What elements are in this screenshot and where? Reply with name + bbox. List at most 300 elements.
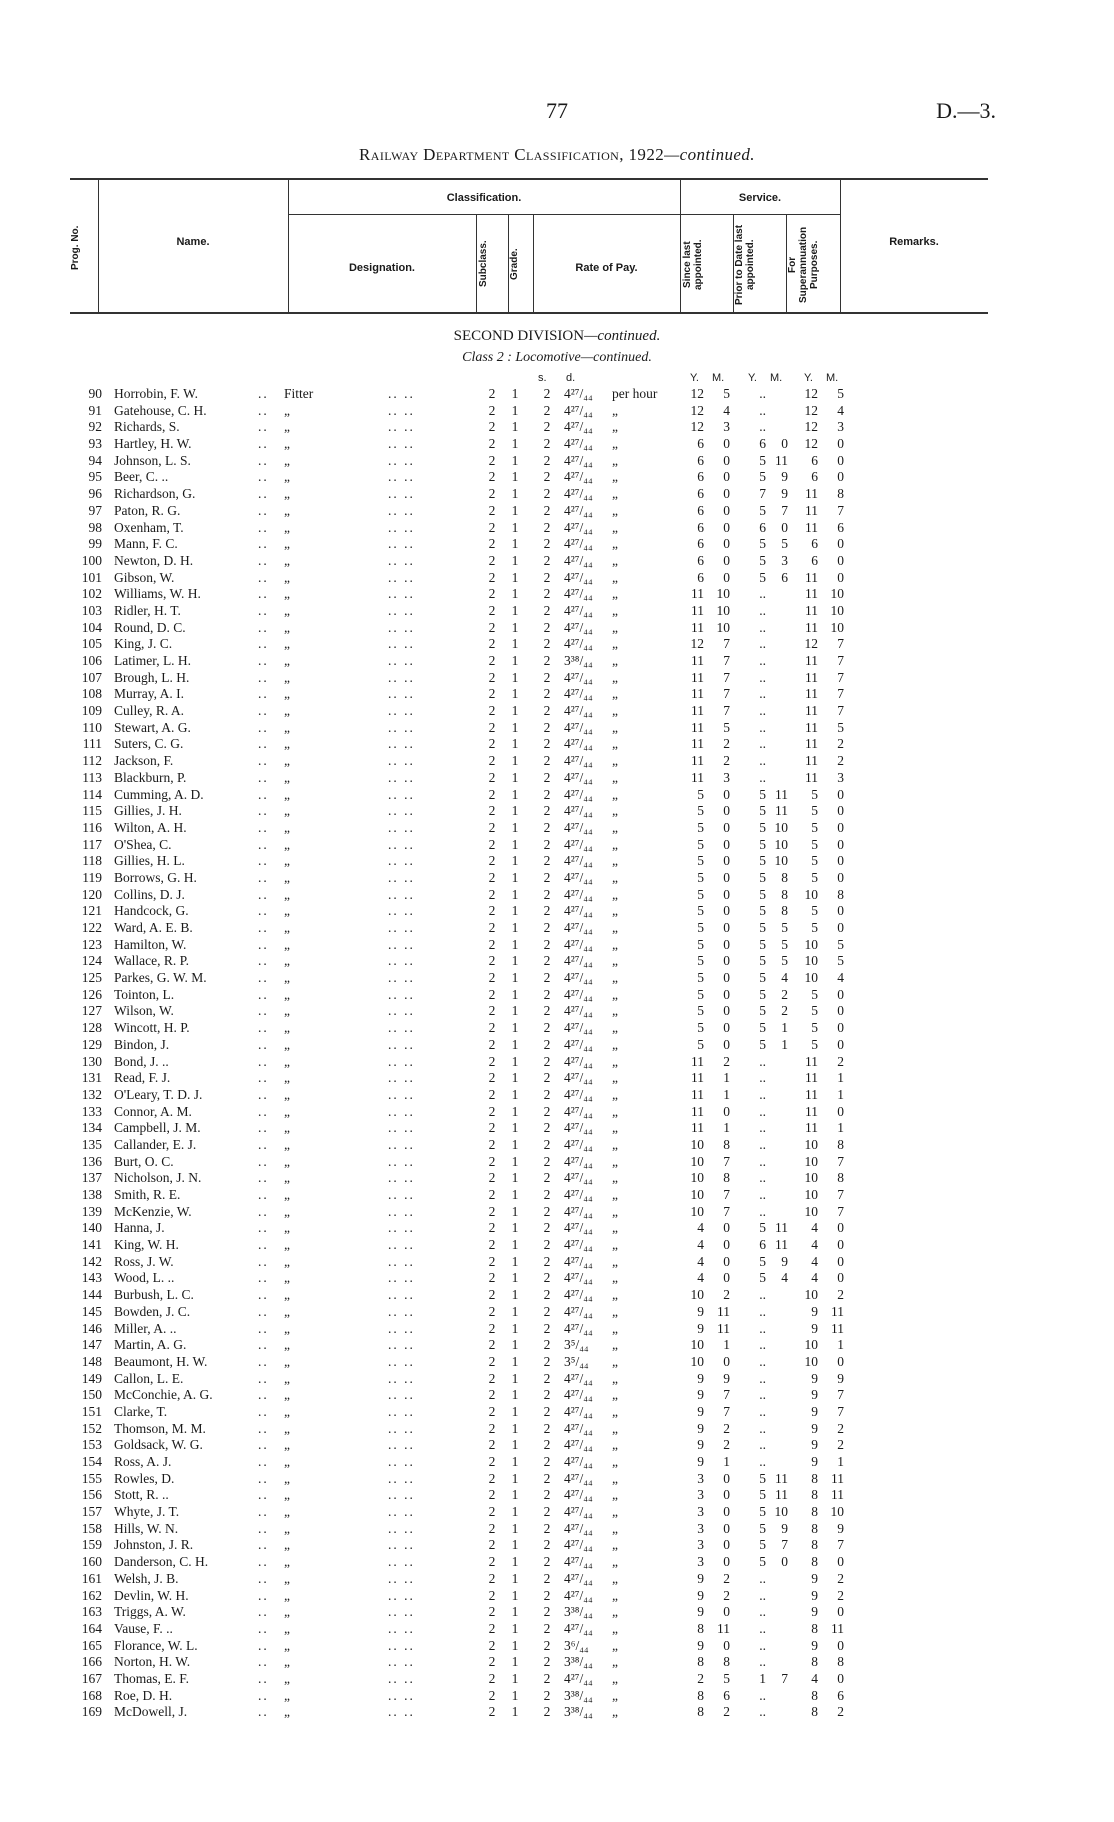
leader-dots: .. ..	[388, 686, 415, 702]
leader-dots: ..	[258, 836, 269, 852]
cell-prior-months: 8	[781, 869, 788, 885]
cell-prog-no: 120	[81, 886, 102, 902]
cell-pay-shillings: 2	[543, 1337, 551, 1353]
cell-since-years: 5	[697, 886, 704, 902]
cell-pay-pence: 3⁵/₄₄	[564, 1353, 589, 1369]
cell-pay-pence: 4²⁷/₄₄	[564, 753, 593, 769]
cell-since-months: 0	[723, 886, 730, 902]
cell-since-months: 7	[723, 686, 730, 702]
cell-since-years: 9	[697, 1437, 704, 1453]
cell-designation: „	[284, 1036, 290, 1052]
cell-super-years: 11	[805, 569, 818, 585]
leader-dots: ..	[258, 786, 269, 802]
cell-pay-shillings: 2	[543, 1403, 551, 1419]
cell-prog-no: 111	[82, 736, 102, 752]
cell-designation: „	[284, 1437, 290, 1453]
cell-since-years: 10	[690, 1136, 704, 1152]
table-row	[0, 1387, 1114, 1404]
cell-designation: „	[284, 1270, 290, 1286]
cell-designation: „	[284, 819, 290, 835]
cell-grade: 1	[511, 436, 519, 452]
cell-since-months: 2	[723, 1287, 730, 1303]
cell-prior-years: 5	[759, 1036, 766, 1052]
leader-dots: .. ..	[388, 819, 415, 835]
cell-prior-years: ..	[759, 1187, 766, 1202]
cell-prior-months: 2	[781, 1003, 788, 1019]
cell-subclass: 2	[488, 703, 496, 719]
table-row	[0, 1688, 1114, 1705]
cell-super-years: 8	[811, 1554, 818, 1570]
cell-name: Burt, O. C.	[114, 1153, 174, 1169]
cell-designation: „	[284, 936, 290, 952]
leader-dots: .. ..	[388, 602, 415, 618]
cell-pay-period: „	[612, 736, 618, 752]
cell-pay-pence: 4²⁷/₄₄	[564, 419, 593, 435]
cell-super-years: 10	[804, 1203, 818, 1219]
table-row	[0, 837, 1114, 854]
leader-dots: .. ..	[388, 1120, 415, 1136]
cell-prog-no: 132	[81, 1086, 102, 1102]
header-grade: Grade.	[509, 248, 520, 280]
cell-pay-period: „	[612, 1620, 618, 1636]
cell-pay-shillings: 2	[543, 686, 551, 702]
cell-subclass: 2	[488, 1520, 496, 1536]
leader-dots: ..	[258, 1320, 269, 1336]
cell-prior-years: ..	[759, 619, 766, 635]
cell-pay-shillings: 2	[543, 769, 551, 785]
cell-pay-period: „	[612, 1420, 618, 1436]
cell-pay-period: „	[612, 619, 618, 635]
cell-name: Gibson, W.	[114, 569, 175, 585]
cell-since-months: 2	[723, 1420, 730, 1436]
cell-super-years: 11	[805, 519, 818, 535]
cell-pay-shillings: 2	[543, 736, 551, 752]
cell-super-years: 5	[811, 853, 818, 869]
cell-super-months: 2	[837, 1587, 844, 1603]
leader-dots: ..	[258, 953, 269, 969]
leader-dots: .. ..	[388, 886, 415, 902]
cell-pay-period: „	[612, 1554, 618, 1570]
cell-super-years: 6	[811, 469, 818, 485]
cell-prog-no: 141	[81, 1237, 102, 1253]
leader-dots: .. ..	[388, 736, 415, 752]
cell-subclass: 2	[488, 1220, 496, 1236]
cell-pay-period: „	[612, 1504, 618, 1520]
cell-super-years: 11	[805, 703, 818, 719]
cell-pay-pence: 4²⁷/₄₄	[564, 452, 593, 468]
cell-since-years: 11	[691, 1120, 704, 1136]
cell-pay-period: „	[612, 1387, 618, 1403]
table-row	[0, 903, 1114, 920]
cell-pay-pence: 4²⁷/₄₄	[564, 1220, 593, 1236]
header-for-super: For Superannuation Purposes.	[787, 226, 820, 304]
cell-prog-no: 104	[81, 619, 102, 635]
cell-since-months: 0	[723, 519, 730, 535]
cell-super-years: 11	[805, 719, 818, 735]
cell-since-years: 4	[697, 1270, 704, 1286]
cell-pay-period: „	[612, 402, 618, 418]
cell-name: Vause, F. ..	[114, 1620, 173, 1636]
cell-designation: „	[284, 886, 290, 902]
cell-grade: 1	[511, 803, 519, 819]
cell-name: Ross, J. W.	[114, 1253, 174, 1269]
leader-dots: ..	[258, 1036, 269, 1052]
cell-pay-pence: 4²⁷/₄₄	[564, 602, 593, 618]
cell-subclass: 2	[488, 736, 496, 752]
cell-super-years: 9	[811, 1604, 818, 1620]
cell-designation: „	[284, 636, 290, 652]
cell-pay-period: „	[612, 1320, 618, 1336]
page-number: 77	[546, 98, 568, 123]
cell-pay-shillings: 2	[543, 419, 551, 435]
cell-pay-shillings: 2	[543, 1003, 551, 1019]
cell-prior-months: 0	[781, 1554, 788, 1570]
leader-dots: .. ..	[388, 1670, 415, 1686]
cell-pay-period: „	[612, 502, 618, 518]
cell-pay-shillings: 2	[543, 1020, 551, 1036]
cell-pay-period: „	[612, 436, 618, 452]
cell-since-years: 5	[697, 869, 704, 885]
cell-pay-pence: 4²⁷/₄₄	[564, 1303, 593, 1319]
cell-super-years: 5	[811, 1003, 818, 1019]
cell-prog-no: 114	[82, 786, 102, 802]
cell-grade: 1	[511, 736, 519, 752]
cell-prog-no: 117	[82, 836, 102, 852]
cell-prog-no: 151	[81, 1403, 102, 1419]
cell-super-years: 5	[811, 803, 818, 819]
cell-designation: „	[284, 1353, 290, 1369]
cell-designation: „	[284, 1604, 290, 1620]
cell-prior-years: ..	[759, 419, 766, 435]
section-heading	[0, 328, 1114, 345]
cell-super-years: 8	[811, 1687, 818, 1703]
leader-dots: .. ..	[388, 986, 415, 1002]
cell-super-years: 10	[804, 970, 818, 986]
cell-designation: „	[284, 619, 290, 635]
cell-designation: „	[284, 552, 290, 568]
cell-pay-period: „	[612, 1120, 618, 1136]
cell-super-months: 1	[837, 1086, 844, 1102]
cell-super-years: 8	[811, 1654, 818, 1670]
cell-pay-period: „	[612, 686, 618, 702]
cell-pay-pence: 4²⁷/₄₄	[564, 386, 593, 401]
cell-name: Wallace, R. P.	[114, 953, 190, 969]
cell-since-years: 10	[690, 1287, 704, 1303]
cell-super-years: 8	[811, 1487, 818, 1503]
cell-name: Hamilton, W.	[114, 936, 187, 952]
cell-prog-no: 155	[81, 1470, 102, 1486]
cell-subclass: 2	[488, 1237, 496, 1253]
cell-since-months: 5	[723, 1670, 730, 1686]
cell-prior-years: ..	[759, 1454, 766, 1469]
cell-subclass: 2	[488, 819, 496, 835]
table-row	[0, 469, 1114, 486]
cell-pay-period: „	[612, 836, 618, 852]
cell-prog-no: 143	[81, 1270, 102, 1286]
cell-designation: „	[284, 1020, 290, 1036]
cell-prog-no: 97	[88, 502, 102, 518]
cell-pay-pence: 4²⁷/₄₄	[564, 402, 593, 418]
cell-name: Connor, A. M.	[114, 1103, 192, 1119]
cell-since-months: 0	[723, 1537, 730, 1553]
cell-subclass: 2	[488, 1470, 496, 1486]
cell-prog-no: 131	[81, 1070, 102, 1086]
cell-since-months: 7	[723, 669, 730, 685]
cell-grade: 1	[511, 519, 519, 535]
cell-pay-period: „	[612, 1070, 618, 1086]
cell-pay-shillings: 2	[543, 1620, 551, 1636]
leader-dots: .. ..	[388, 1320, 415, 1336]
table-row	[0, 887, 1114, 904]
cell-name: Burbush, L. C.	[114, 1287, 194, 1303]
leader-dots: ..	[258, 1620, 269, 1636]
cell-prior-years: 5	[759, 920, 766, 935]
cell-grade: 1	[511, 1136, 519, 1152]
cell-subclass: 2	[488, 1654, 496, 1670]
cell-prior-years: 5	[759, 786, 766, 802]
cell-super-years: 11	[805, 1070, 818, 1086]
cell-pay-period: „	[612, 703, 618, 719]
cell-name: Brough, L. H.	[114, 669, 190, 685]
cell-pay-period: „	[612, 1303, 618, 1319]
cell-subclass: 2	[488, 803, 496, 819]
cell-super-months: 0	[837, 569, 844, 585]
cell-subclass: 2	[488, 1637, 496, 1653]
cell-designation: „	[284, 803, 290, 819]
leader-dots: .. ..	[388, 869, 415, 885]
cell-pay-period: „	[612, 1103, 618, 1119]
cell-subclass: 2	[488, 836, 496, 852]
cell-subclass: 2	[488, 1570, 496, 1586]
cell-since-years: 3	[697, 1554, 704, 1570]
cell-pay-period: „	[612, 1670, 618, 1686]
leader-dots: .. ..	[388, 1504, 415, 1520]
cell-pay-shillings: 2	[543, 1070, 551, 1086]
cell-prog-no: 156	[81, 1487, 102, 1503]
table-row	[0, 1704, 1114, 1721]
cell-grade: 1	[511, 1203, 519, 1219]
cell-pay-period: „	[612, 1470, 618, 1486]
cell-name: Johnson, L. S.	[114, 452, 191, 468]
cell-grade: 1	[511, 869, 519, 885]
cell-designation: „	[284, 519, 290, 535]
cell-pay-period: „	[612, 1370, 618, 1386]
leader-dots: .. ..	[388, 1070, 415, 1086]
cell-prog-no: 157	[81, 1504, 102, 1520]
cell-grade: 1	[511, 719, 519, 735]
table-row	[0, 987, 1114, 1004]
cell-pay-shillings: 2	[543, 486, 551, 502]
cell-designation: „	[284, 419, 290, 435]
cell-since-months: 0	[723, 1604, 730, 1620]
cell-super-months: 0	[837, 869, 844, 885]
cell-since-years: 10	[690, 1153, 704, 1169]
cell-prior-years: 5	[759, 803, 766, 819]
cell-grade: 1	[511, 1387, 519, 1403]
cell-pay-pence: 4²⁷/₄₄	[564, 1670, 593, 1686]
table-row	[0, 1554, 1114, 1571]
cell-prior-years: 5	[759, 502, 766, 518]
cell-since-months: 2	[723, 1704, 730, 1720]
cell-prog-no: 139	[81, 1203, 102, 1219]
cell-super-years: 11	[805, 736, 818, 752]
cell-prior-years: ..	[759, 1320, 766, 1336]
leader-dots: ..	[258, 569, 269, 585]
leader-dots: .. ..	[388, 1237, 415, 1253]
cell-since-months: 4	[723, 402, 730, 418]
cell-designation: „	[284, 436, 290, 452]
table-row	[0, 1537, 1114, 1554]
cell-pay-pence: 4²⁷/₄₄	[564, 936, 593, 952]
cell-super-months: 11	[831, 1620, 844, 1636]
cell-since-months: 0	[723, 486, 730, 502]
cell-since-months: 0	[723, 936, 730, 952]
cell-name: Hills, W. N.	[114, 1520, 179, 1536]
table-row	[0, 1471, 1114, 1488]
cell-pay-shillings: 2	[543, 1270, 551, 1286]
cell-since-years: 9	[697, 1403, 704, 1419]
cell-designation: „	[284, 1187, 290, 1202]
cell-subclass: 2	[488, 920, 496, 935]
cell-super-years: 4	[811, 1253, 818, 1269]
cell-super-months: 2	[837, 1437, 844, 1453]
cell-prior-years: 5	[759, 536, 766, 552]
cell-prior-years: 1	[759, 1670, 766, 1686]
cell-since-months: 0	[723, 903, 730, 919]
cell-super-months: 8	[837, 1654, 844, 1670]
cell-super-months: 0	[837, 853, 844, 869]
cell-designation: „	[284, 1086, 290, 1102]
unit-prior-years: Y.	[748, 372, 757, 384]
cell-designation: „	[284, 753, 290, 769]
leader-dots: .. ..	[388, 669, 415, 685]
cell-prog-no: 94	[88, 452, 102, 468]
cell-prog-no: 108	[81, 686, 102, 702]
cell-name: Newton, D. H.	[114, 552, 194, 568]
cell-super-months: 7	[837, 686, 844, 702]
cell-grade: 1	[511, 1587, 519, 1603]
leader-dots: ..	[258, 903, 269, 919]
cell-designation: „	[284, 1237, 290, 1253]
cell-super-years: 11	[805, 586, 818, 602]
cell-super-years: 5	[811, 786, 818, 802]
cell-pay-pence: 4²⁷/₄₄	[564, 1003, 593, 1019]
leader-dots: ..	[258, 1470, 269, 1486]
cell-grade: 1	[511, 1337, 519, 1353]
cell-pay-shillings: 2	[543, 1437, 551, 1453]
unit-since-months: M.	[712, 372, 725, 384]
section-title: SECOND DIVISION	[453, 328, 585, 344]
cell-super-years: 11	[805, 1053, 818, 1069]
table-header	[70, 178, 988, 314]
cell-designation: „	[284, 669, 290, 685]
cell-since-years: 3	[697, 1537, 704, 1553]
cell-since-months: 0	[723, 436, 730, 452]
cell-since-years: 8	[697, 1704, 704, 1720]
cell-pay-shillings: 2	[543, 1454, 551, 1469]
table-row	[0, 620, 1114, 637]
cell-pay-pence: 4²⁷/₄₄	[564, 1020, 593, 1036]
unit-prior-months: M.	[770, 372, 783, 384]
cell-pay-shillings: 2	[543, 1036, 551, 1052]
cell-subclass: 2	[488, 502, 496, 518]
cell-designation: „	[284, 1370, 290, 1386]
cell-name: Murray, A. I.	[114, 686, 184, 702]
leader-dots: .. ..	[388, 1537, 415, 1553]
cell-prior-years: ..	[759, 602, 766, 618]
cell-subclass: 2	[488, 619, 496, 635]
cell-prior-months: 10	[774, 853, 788, 869]
cell-prog-no: 126	[81, 986, 102, 1002]
cell-prior-years: 5	[759, 1003, 766, 1019]
cell-pay-shillings: 2	[543, 1520, 551, 1536]
cell-prior-years: 5	[759, 886, 766, 902]
cell-super-years: 5	[811, 986, 818, 1002]
leader-dots: .. ..	[388, 1587, 415, 1603]
cell-prior-years: ..	[759, 719, 766, 735]
cell-since-years: 4	[697, 1253, 704, 1269]
cell-subclass: 2	[488, 853, 496, 869]
cell-name: Blackburn, P.	[114, 769, 187, 785]
cell-name: Ross, A. J.	[114, 1454, 172, 1469]
leader-dots: ..	[258, 1370, 269, 1386]
cell-subclass: 2	[488, 970, 496, 986]
cell-since-years: 6	[697, 436, 704, 452]
table-row	[0, 953, 1114, 970]
cell-pay-period: „	[612, 1687, 618, 1703]
table-row	[0, 403, 1114, 420]
cell-grade: 1	[511, 452, 519, 468]
leader-dots: ..	[258, 1387, 269, 1403]
cell-since-months: 0	[723, 569, 730, 585]
cell-pay-pence: 4²⁷/₄₄	[564, 552, 593, 568]
cell-designation: „	[284, 1103, 290, 1119]
cell-since-years: 3	[697, 1520, 704, 1536]
cell-super-months: 0	[837, 1003, 844, 1019]
cell-grade: 1	[511, 819, 519, 835]
cell-super-months: 7	[837, 669, 844, 685]
cell-prior-months: 8	[781, 903, 788, 919]
cell-pay-pence: 4²⁷/₄₄	[564, 1270, 593, 1286]
cell-since-months: 0	[723, 920, 730, 935]
cell-prog-no: 137	[81, 1170, 102, 1186]
cell-super-years: 12	[804, 419, 818, 435]
cell-super-years: 11	[805, 602, 818, 618]
cell-subclass: 2	[488, 1687, 496, 1703]
leader-dots: .. ..	[388, 1270, 415, 1286]
table-row	[0, 1604, 1114, 1621]
cell-subclass: 2	[488, 1620, 496, 1636]
cell-since-months: 0	[723, 1353, 730, 1369]
cell-pay-pence: 4²⁷/₄₄	[564, 1203, 593, 1219]
cell-pay-period: „	[612, 1003, 618, 1019]
cell-subclass: 2	[488, 669, 496, 685]
cell-since-months: 7	[723, 703, 730, 719]
cell-pay-period: „	[612, 1537, 618, 1553]
cell-super-years: 11	[805, 753, 818, 769]
table-row	[0, 853, 1114, 870]
cell-since-years: 11	[691, 619, 704, 635]
table-row	[0, 1254, 1114, 1271]
cell-pay-pence: 4²⁷/₄₄	[564, 536, 593, 552]
cell-prog-no: 166	[81, 1654, 102, 1670]
cell-prior-months: 11	[775, 1487, 788, 1503]
cell-pay-pence: 4²⁷/₄₄	[564, 736, 593, 752]
cell-super-months: 7	[837, 1537, 844, 1553]
table-row	[0, 937, 1114, 954]
cell-prior-months: 5	[781, 536, 788, 552]
cell-name: Miller, A. ..	[114, 1320, 177, 1336]
